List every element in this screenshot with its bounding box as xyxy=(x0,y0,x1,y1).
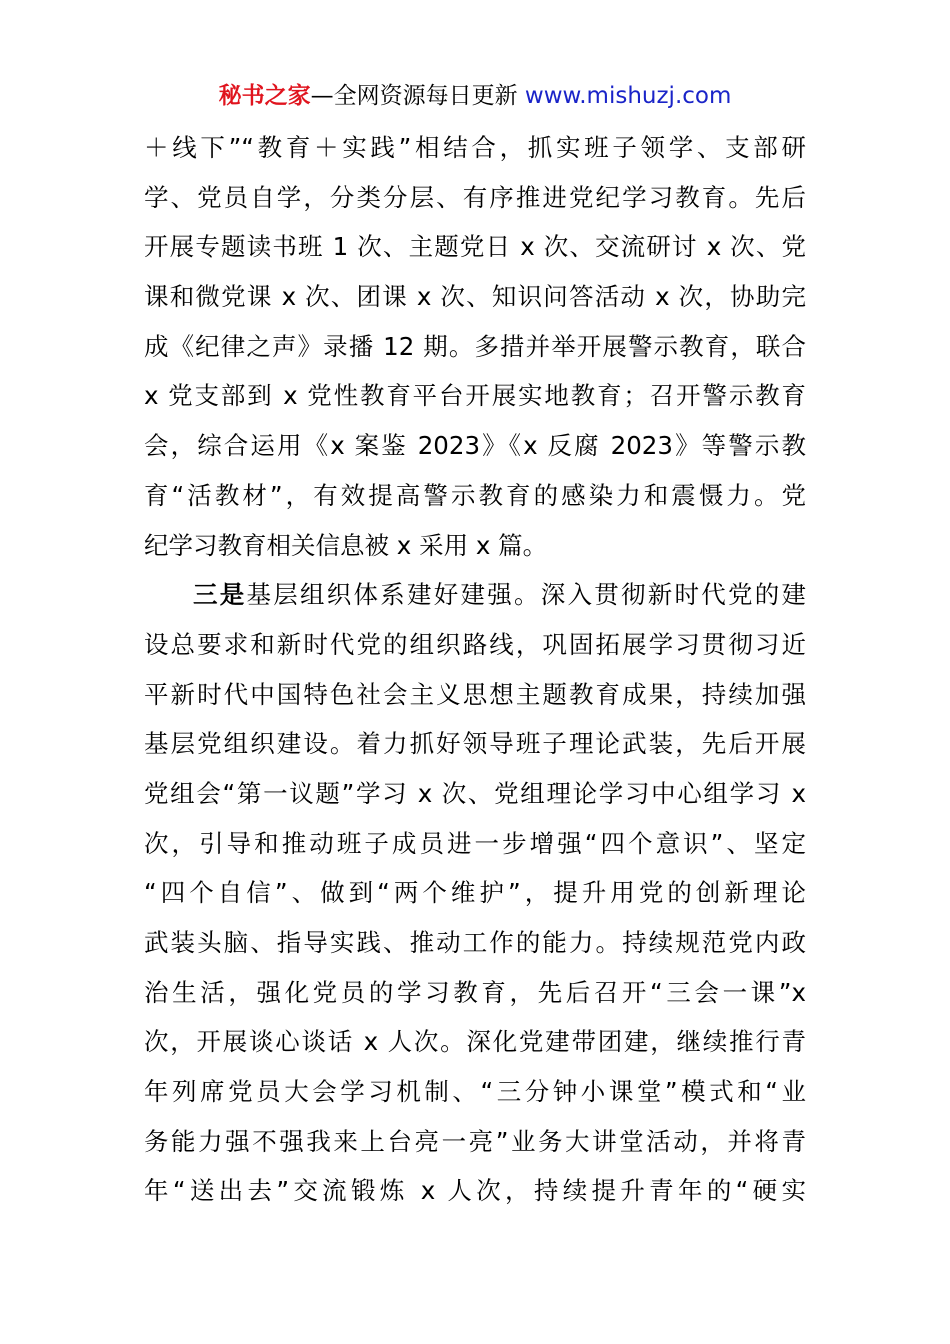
text-line: 次，开展谈心谈话 x 人次。深化党建带团建，继续推行青 xyxy=(144,1027,806,1057)
text-line: 基层党组织建设。着力抓好领导班子理论武装，先后开展 xyxy=(144,729,806,759)
text-line: 治生活，强化党员的学习教育，先后召开“三会一课”x xyxy=(144,977,806,1007)
text-line: 课和微党课 x 次、团课 x 次、知识问答活动 x 次，协助完 xyxy=(144,282,806,312)
paragraph-first-line-text: 基层组织体系建好建强。深入贯彻新时代党的建 xyxy=(246,580,806,610)
text-line: 武装头脑、指导实践、推动工作的能力。持续规范党内政 xyxy=(144,928,806,957)
paragraph-1 xyxy=(144,123,806,570)
site-tagline: —全网资源每日更新 xyxy=(310,83,525,109)
paragraph-2 xyxy=(144,570,806,1216)
text-line: 纪学习教育相关信息被 x 采用 x 篇。 xyxy=(144,530,548,560)
text-line: 年列席党员大会学习机制、“三分钟小课堂”模式和“业 xyxy=(144,1077,806,1107)
text-line: 成《纪律之声》录播 12 期。多措并举开展警示教育，联合 xyxy=(144,331,806,361)
text-line: x 党支部到 x 党性教育平台开展实地教育；召开警示教育 xyxy=(144,381,806,411)
text-line: 学、党员自学，分类分层、有序推进党纪学习教育。先后 xyxy=(144,182,806,212)
text-line: 次，引导和推动班子成员进一步增强“四个意识”、坚定 xyxy=(144,828,806,858)
paragraph-first-line xyxy=(144,570,806,620)
site-url-link[interactable]: www.mishuzj.com xyxy=(524,83,732,109)
text-line: “四个自信”、做到“两个维护”，提升用党的创新理论 xyxy=(144,878,806,908)
text-line: 年“送出去”交流锻炼 x 人次，持续提升青年的“硬实 xyxy=(144,1176,806,1206)
text-line: 务能力强不强我来上台亮一亮”业务大讲堂活动，并将青 xyxy=(144,1126,806,1156)
paragraph-lead: 三是 xyxy=(193,580,247,610)
text-line: 平新时代中国特色社会主义思想主题教育成果，持续加强 xyxy=(144,679,806,709)
site-brand: 秘书之家 xyxy=(218,83,311,109)
text-line: 设总要求和新时代党的组织路线，巩固拓展学习贯彻习近 xyxy=(144,629,806,659)
text-line: ＋线下”“教育＋实践”相结合，抓实班子领学、支部研 xyxy=(144,133,806,162)
document-body xyxy=(144,123,806,1216)
site-header xyxy=(0,78,950,114)
text-line: 育“活教材”，有效提高警示教育的感染力和震慑力。党 xyxy=(144,480,806,510)
text-line: 开展专题读书班 1 次、主题党日 x 次、交流研讨 x 次、党 xyxy=(144,232,806,262)
text-line: 党组会“第一议题”学习 x 次、党组理论学习中心组学习 x xyxy=(144,778,806,808)
text-line: 会，综合运用《x 案鉴 2023》《x 反腐 2023》等警示教 xyxy=(144,431,806,461)
